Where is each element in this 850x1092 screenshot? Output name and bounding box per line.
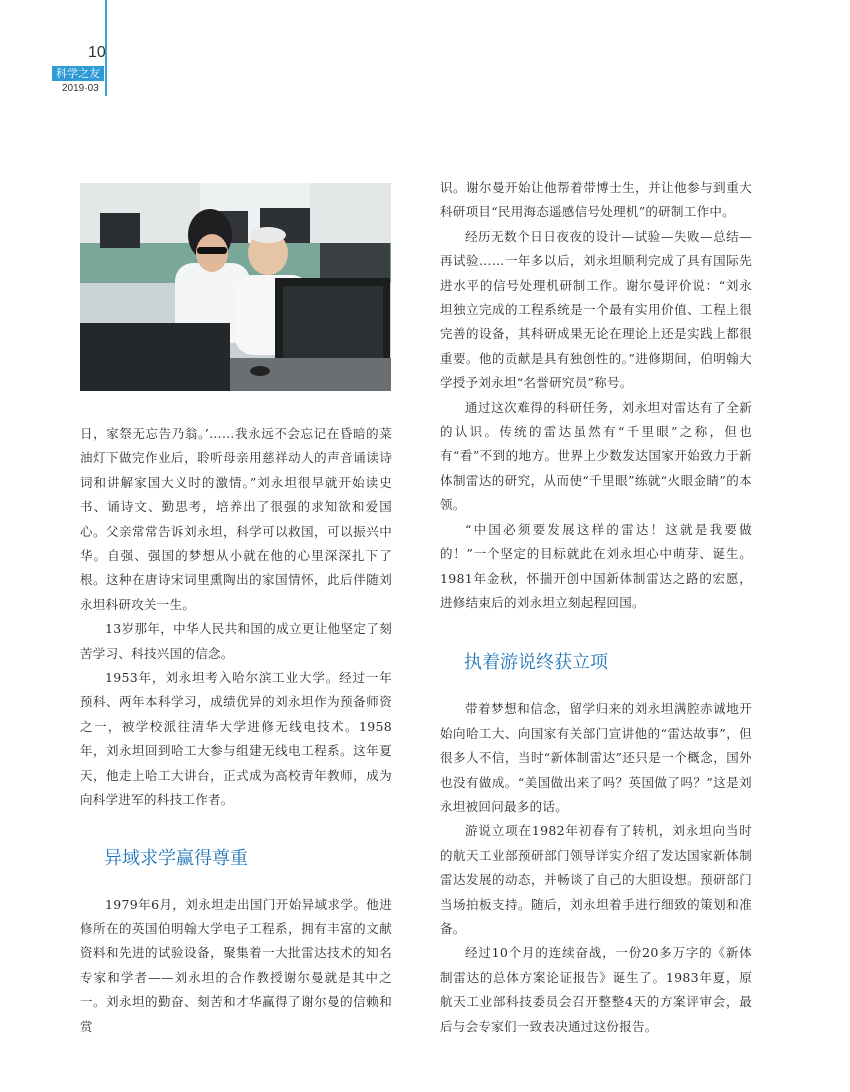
paragraph: 经历无数个日日夜夜的设计—试验—失败—总结—再试验……一年多以后，刘永坦顺利完成了具有国际先进水平的信号处理机研制工作。谢尔曼评价说：“刘永坦独立完成的工程系统是一个最有实用价值、工程上很完善的设备，其科研成果无论在理论上还是实践上都很重要。他的贡献是具有独创性的。”进修期间，伯明翰大学授予刘永坦“名誉研究员”称号。	[440, 228, 752, 391]
paragraph: 带着梦想和信念，留学归来的刘永坦满腔赤诚地开始向哈工大、向国家有关部门宣讲他的“雷达故事”，但很多人不信，当时“新体制雷达”还只是一个概念，国外也没有做成。“美国做出来了吗？英国做了吗？”这是刘永坦被回问最多的话。	[440, 701, 752, 814]
lab-photo-illustration	[80, 183, 391, 391]
paragraph: 识。谢尔曼开始让他帮着带博士生，并让他参与到重大科研项目“民用海态遥感信号处理机”的研制工作中。	[440, 180, 752, 220]
paragraph: 游说立项在1982年初春有了转机，刘永坦向当时的航天工业部预研部门领导详实介绍了发达国家新体制雷达发展的动态，并畅谈了自己的大胆设想。预研部门当场拍板支持。随后，刘永坦着手进行细致的策划和准备。	[440, 823, 752, 936]
section-heading: 执着游说终获立项	[464, 652, 608, 674]
lab-photo	[80, 183, 391, 391]
paragraph: 1979年6月，刘永坦走出国门开始异域求学。他进修所在的英国伯明翰大学电子工程系，拥有丰富的文献资料和先进的试验设备，聚集着一大批雷达技术的知名专家和学者——刘永坦的合作教授谢尔曼就是其中之一。刘永坦的勤奋、刻苦和才华赢得了谢尔曼的信赖和赏	[80, 896, 392, 1034]
paragraph: “中国必须要发展这样的雷达！这就是我要做的！”一个坚定的目标就此在刘永坦心中萌芽、诞生。1981年金秋，怀揣开创中国新体制雷达之路的宏愿，进修结束后的刘永坦立刻起程回国。	[440, 521, 752, 610]
paragraph: 经过10个月的连续奋战，一份20多万字的《新体制雷达的总体方案论证报告》诞生了。1983年夏，原航天工业部科技委员会召开整整4天的方案评审会，最后与会专家们一致表决通过这份报告。	[440, 945, 752, 1034]
paragraph: 日，家祭无忘告乃翁。’……我永远不会忘记在昏暗的菜油灯下做完作业后，聆听母亲用慈祥动人的声音诵读诗词和讲解家国大义时的激情。”刘永坦很早就开始读史书、诵诗文、勤思考，培养出了很强的求知欲和爱国心。父亲常常告诉刘永坦，科学可以救国，可以振兴中华。自强、强国的梦想从小就在他的心里深深扎下了根。这种在唐诗宋词里熏陶出的家国情怀，此后伴随刘永坦科研攻关一生。	[80, 426, 392, 612]
paragraph: 13岁那年，中华人民共和国的成立更让他坚定了刻苦学习、科技兴国的信念。	[80, 621, 392, 661]
issue-date: 2019·03	[62, 83, 99, 94]
page-number: 10	[88, 44, 106, 61]
left-column	[80, 422, 392, 1039]
paragraph: 1953年，刘永坦考入哈尔滨工业大学。经过一年预科、两年本科学习，成绩优异的刘永坦作为预备师资之一，被学校派往清华大学进修无线电技术。1958年，刘永坦回到哈工大参与组建无线电工程系。这年夏天，他走上哈工大讲台，正式成为高校青年教师，成为向科学进军的科技工作者。	[80, 670, 392, 808]
magazine-name: 科学之友	[52, 66, 104, 81]
paragraph: 通过这次难得的科研任务，刘永坦对雷达有了全新的认识。传统的雷达虽然有“千里眼”之称，但也有“看”不到的地方。世界上少数发达国家开始致力于新体制雷达的研究，从而使“千里眼”练就“火眼金睛”的本领。	[440, 399, 752, 513]
section-heading: 异域求学赢得尊重	[104, 847, 248, 869]
right-column	[440, 176, 752, 1039]
